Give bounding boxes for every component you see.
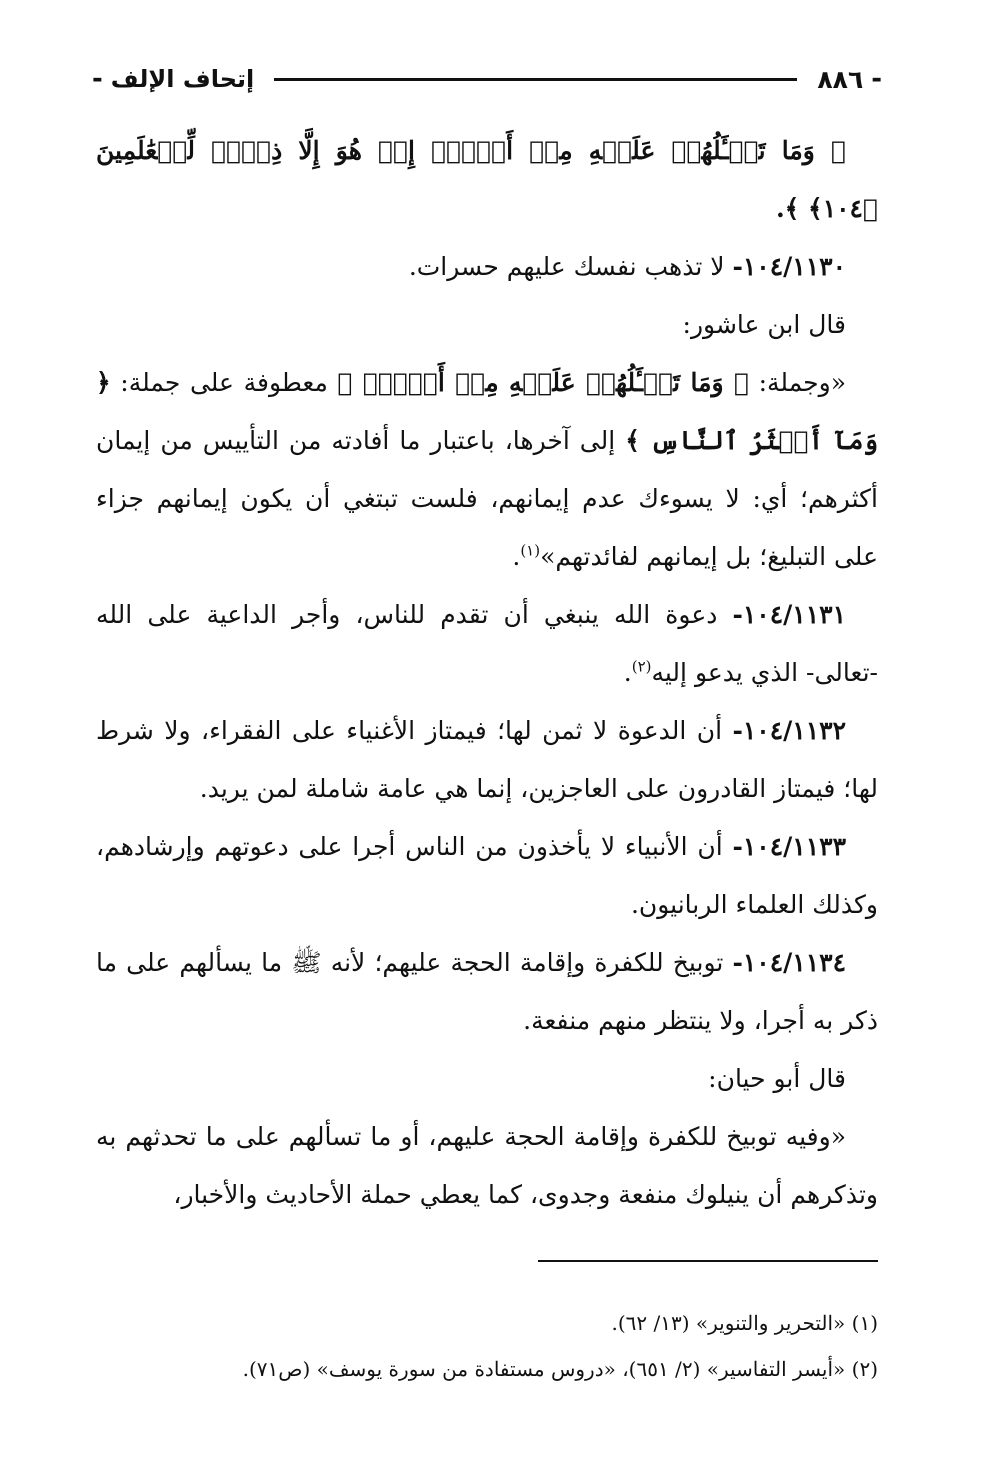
verse-line: ﴿ وَمَا تَسۡـَٔلُهُمۡ عَلَيۡهِ مِنۡ أَجۡرٍۚ إِنۡ هُوَ إِلَّا ذِكۡرٞ لِّلۡعَٰلَمِينَ ﴿١٠٤﴾ ﴾. xyxy=(96,136,878,223)
paragraph-text: لا تذهب نفسك عليهم حسرات. xyxy=(408,252,725,281)
paragraph-text: أن الدعوة لا ثمن لها؛ فيمتاز الأغنياء على الفقراء، ولا شرط لها؛ فيمتاز القادرون على العاجزين، إنما هي عامة شاملة لمن يريد. xyxy=(96,716,878,803)
attribution-ibn-ashur: قال ابن عاشور: xyxy=(682,310,846,339)
quoted-verse: ﴿ وَمَا تَسۡـَٔلُهُمۡ عَلَيۡهِ مِنۡ أَجۡرٍۚ ﴾ xyxy=(337,368,749,397)
quote-text: «وجملة: xyxy=(758,368,846,397)
header-dash-left: - xyxy=(92,64,103,94)
paragraph-number: ١٠٤/١١٣٤- xyxy=(732,948,846,977)
header-rule xyxy=(274,78,797,81)
footnote-2: (٢) «أيسر التفاسير» (٢/ ٦٥١)، «دروس مستفادة من سورة يوسف» (ص٧١). xyxy=(242,1357,878,1381)
quoted-verse: ﴿ وَمَآ أَكۡثَرُ ٱلنَّاسِ ﴾ xyxy=(96,368,879,455)
footnote-marker: (٢) xyxy=(631,657,652,676)
quote-abu-hayyan: «وفيه توبيخ للكفرة وإقامة الحجة عليهم، أو ما تسألهم على ما تحدثهم به وتذكرهم أن ينيلوك منفعة وجدوى، كما يعطي حملة الأحاديث والأخبار، xyxy=(96,1122,878,1209)
page-header xyxy=(92,62,882,96)
book-title: إتحاف الإلف xyxy=(110,65,255,93)
quote-text: إلى آخرها، باعتبار ما أفادته من التأييس من إيمان أكثرهم؛ أي: لا يسوءك عدم إيمانهم، فلست تبتغي أن يكون إيمانهم جزاء على التبليغ؛ بل إيمانهم لفائدتهم» xyxy=(96,426,878,571)
footnotes xyxy=(96,1300,878,1392)
paragraph-number: ١٠٤/١١٣١- xyxy=(732,600,846,629)
paragraph-1133 xyxy=(96,818,878,934)
footnote-marker: (١) xyxy=(520,541,541,560)
footnote-1: (١) «التحرير والتنوير» (١٣/ ٦٢). xyxy=(611,1311,878,1335)
paragraph-number: ١٠٤/١١٣٣- xyxy=(732,832,846,861)
paragraph-number: ١٠٤/١١٣٠- xyxy=(732,252,846,281)
paragraph-1131: ١٠٤/١١٣١- دعوة الله ينبغي أن تقدم للناس، وأجر الداعية على الله -تعالى- الذي يدعو إليه$^{(٢)}$. xyxy=(96,600,878,687)
paragraph-number: ١٠٤/١١٣٢- xyxy=(732,716,846,745)
attribution-abu-hayyan: قال أبو حيان: xyxy=(708,1064,846,1093)
quote-ibn-ashur: «وجملة: ﴿ وَمَا تَسۡـَٔلُهُمۡ عَلَيۡهِ مِنۡ أَجۡرٍۚ ﴾ معطوفة على جملة: ﴿ وَمَآ أَكۡثَرُ ٱلنَّاسِ ﴾ إلى آخرها، باعتبار ما أفادته من التأييس من إيمان أكثرهم؛ أي: لا يسوءك عدم إيمانهم، فلست تبتغي أن يكون إيمانهم جزاء على التبليغ؛ بل إيمانهم لفائدتهم»$^{(١)}$. xyxy=(96,368,879,571)
paragraph-text: دعوة الله ينبغي أن تقدم للناس، وأجر الداعية على الله -تعالى- الذي يدعو إليه xyxy=(96,600,878,687)
page-number: ٨٨٦ xyxy=(817,64,864,94)
paragraph-text: توبيخ للكفرة وإقامة الحجة عليهم؛ لأنه ﷺ ما يسألهم على ما ذكر به أجرا، ولا ينتظر منهم منفعة. xyxy=(96,948,878,1035)
footnote-separator xyxy=(538,1260,878,1262)
header-dash-right: - xyxy=(871,64,882,94)
quote-text: معطوفة على جملة: xyxy=(120,368,328,397)
paragraph-text: أن الأنبياء لا يأخذون من الناس أجرا على دعوتهم وإرشادهم، وكذلك العلماء الربانيون. xyxy=(96,832,878,919)
page-body xyxy=(96,122,878,1224)
paragraph-1132 xyxy=(96,702,878,818)
paragraph-1134 xyxy=(96,934,878,1050)
paragraph-1130 xyxy=(96,238,878,296)
